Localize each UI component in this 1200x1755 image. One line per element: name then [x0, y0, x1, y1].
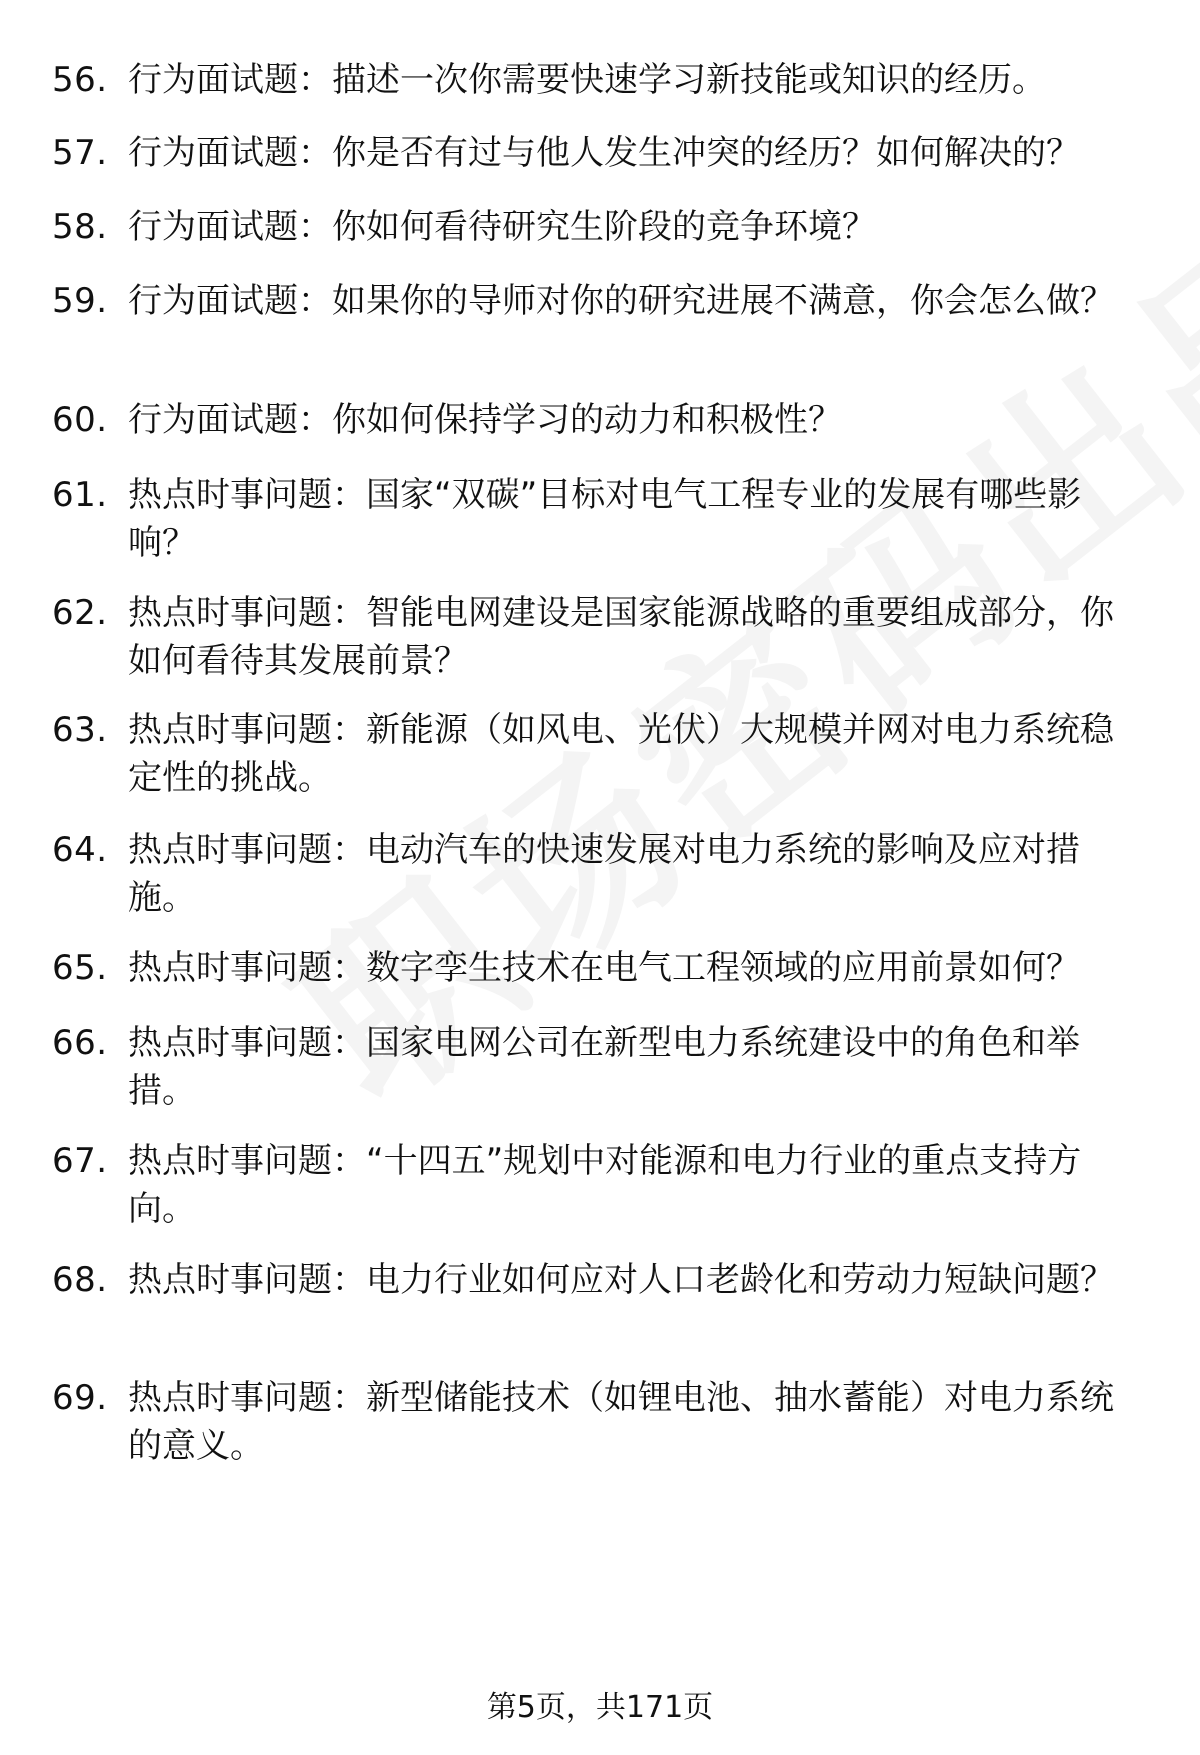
question-item — [52, 1019, 1142, 1115]
question-number: 63. — [52, 710, 108, 750]
question-text: 行为面试题：描述一次你需要快速学习新技能或知识的经历。 — [128, 60, 1046, 100]
question-text: 热点时事问题：智能电网建设是国家能源战略的重要组成部分，你如何看待其发展前景？ — [128, 593, 1114, 681]
question-text: 热点时事问题：新能源（如风电、光伏）大规模并网对电力系统稳定性的挑战。 — [128, 710, 1114, 798]
question-item — [52, 129, 1142, 177]
question-number: 69. — [52, 1378, 108, 1418]
page-footer: 第5页，共171页 — [486, 1690, 714, 1725]
question-item — [52, 826, 1142, 922]
question-item — [52, 589, 1142, 685]
question-text: 热点时事问题：数字孪生技术在电气工程领域的应用前景如何？ — [128, 948, 1080, 988]
question-item — [52, 1256, 1142, 1304]
question-number: 58. — [52, 207, 108, 247]
question-item — [52, 471, 1142, 567]
question-text: 行为面试题：你如何看待研究生阶段的竞争环境？ — [128, 207, 876, 247]
question-item — [52, 56, 1142, 104]
question-item — [52, 396, 1142, 444]
question-text: 行为面试题：你是否有过与他人发生冲突的经历？如何解决的？ — [128, 133, 1080, 173]
question-number: 59. — [52, 281, 108, 321]
question-text: 行为面试题：你如何保持学习的动力和积极性？ — [128, 400, 842, 440]
question-text: 热点时事问题：新型储能技术（如锂电池、抽水蓄能）对电力系统的意义。 — [128, 1378, 1114, 1466]
question-number: 61. — [52, 475, 108, 515]
question-item — [52, 706, 1142, 802]
question-item — [52, 203, 1142, 251]
question-text: 行为面试题：如果你的导师对你的研究进展不满意，你会怎么做？ — [128, 281, 1114, 321]
question-number: 68. — [52, 1260, 108, 1300]
question-text: 热点时事问题：国家“双碳”目标对电气工程专业的发展有哪些影响？ — [128, 475, 1082, 563]
question-text: 热点时事问题：“十四五”规划中对能源和电力行业的重点支持方向。 — [128, 1141, 1082, 1229]
question-item — [52, 1137, 1142, 1233]
question-item — [52, 944, 1142, 992]
question-text: 热点时事问题：电动汽车的快速发展对电力系统的影响及应对措施。 — [128, 830, 1080, 918]
question-item — [52, 277, 1142, 325]
question-number: 64. — [52, 830, 108, 870]
question-number: 62. — [52, 593, 108, 633]
question-text: 热点时事问题：国家电网公司在新型电力系统建设中的角色和举措。 — [128, 1023, 1080, 1111]
question-number: 67. — [52, 1141, 108, 1181]
question-number: 66. — [52, 1023, 108, 1063]
question-item — [52, 1374, 1142, 1470]
question-number: 65. — [52, 948, 108, 988]
question-number: 56. — [52, 60, 108, 100]
question-number: 60. — [52, 400, 108, 440]
question-number: 57. — [52, 133, 108, 173]
question-text: 热点时事问题：电力行业如何应对人口老龄化和劳动力短缺问题？ — [128, 1260, 1114, 1300]
